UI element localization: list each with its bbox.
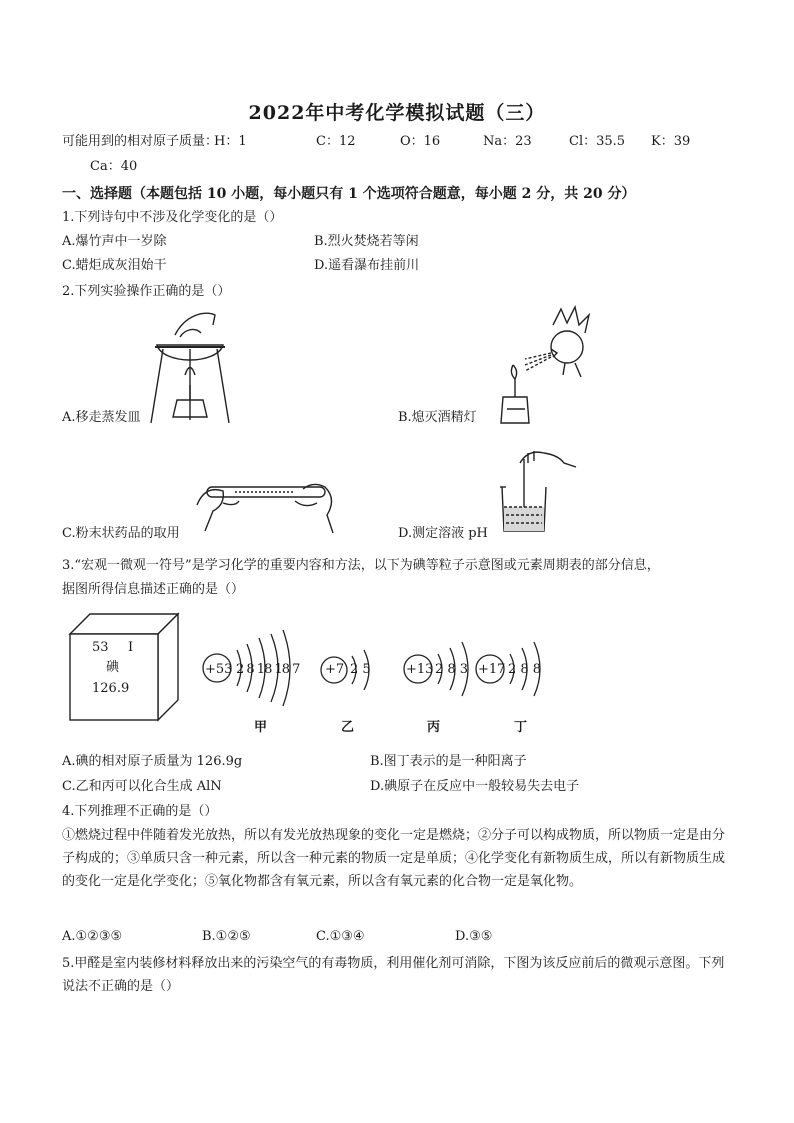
alcohol-lamp-blowing-illustration — [495, 305, 595, 430]
q4-option-d: D.③⑤ — [455, 929, 493, 944]
iodine-element-card — [66, 612, 181, 724]
q4-option-c: C.①③④ — [316, 929, 365, 944]
element-number: 53 — [92, 640, 109, 655]
q5-stem: 5.甲醛是室内装修材料释放出来的污染空气的有毒物质，利用催化剂可消除，下图为该反应前后的微观示意图。下列说法不正确的是（） — [62, 956, 725, 994]
q2-option-c: C.粉末状药品的取用 — [62, 526, 180, 541]
q2-option-d: D.测定溶液 pH — [398, 526, 488, 541]
shells-bing: 2 8 3 — [435, 662, 469, 677]
page-title: 2022年中考化学模拟试题（三） — [248, 102, 546, 124]
q3-stem-line2: 据图所得信息描述正确的是（） — [62, 582, 245, 597]
q4-stem: 4.下列推理不正确的是（） — [62, 804, 218, 819]
q2-stem: 2.下列实验操作正确的是（） — [62, 284, 231, 299]
q2-option-b: B.熄灭酒精灯 — [398, 410, 477, 425]
element-mass: 126.9 — [92, 681, 130, 696]
shells-yi: 2 5 — [350, 662, 371, 677]
ph-test-illustration — [498, 445, 578, 535]
atomic-mass-k: K：39 — [651, 134, 691, 149]
label-yi: 乙 — [341, 720, 355, 735]
q1-option-a: A.爆竹声中一岁除 — [62, 234, 167, 249]
atomic-mass-ca: Ca：40 — [90, 159, 138, 174]
q4-option-b: B.①②⑤ — [202, 929, 251, 944]
q3-option-b: B.图丁表示的是一种阳离子 — [370, 754, 527, 769]
q3-option-c: C.乙和丙可以化合生成 AlN — [62, 779, 222, 794]
atomic-mass-cl: Cl：35.5 — [569, 134, 626, 149]
nucleus-ding: +17 — [478, 662, 506, 677]
q1-option-c: C.蜡炬成灰泪始干 — [62, 258, 167, 273]
q2-option-a: A.移走蒸发皿 — [62, 410, 141, 425]
powder-sampling-illustration — [195, 475, 340, 535]
nucleus-jia: +53 — [205, 662, 233, 677]
q1-option-d: D.遥看瀑布挂前川 — [314, 258, 420, 273]
evaporating-dish-illustration — [145, 305, 235, 425]
section-heading: 一、选择题（本题包括 10 小题，每小题只有 1 个选项符合题意，每小题 2 分，共 20 分） — [62, 186, 636, 202]
atomic-mass-label: 可能用到的相对原子质量： — [62, 134, 219, 149]
label-ding: 丁 — [514, 720, 528, 735]
label-jia: 甲 — [254, 720, 268, 735]
q1-option-b: B.烈火焚烧若等闲 — [314, 234, 419, 249]
q3-option-a: A.碘的相对原子质量为 126.9g — [62, 754, 243, 769]
q4-option-a: A.①②③⑤ — [62, 929, 123, 944]
element-name: 碘 — [106, 660, 120, 675]
atomic-mass-o: O：16 — [400, 134, 441, 149]
element-symbol: I — [128, 640, 134, 655]
atomic-mass-h: H：1 — [214, 134, 247, 149]
q1-stem: 1.下列诗句中不涉及化学变化的是（） — [62, 210, 283, 225]
q3-option-d: D.碘原子在反应中一般较易失去电子 — [370, 779, 580, 794]
nucleus-yi: +7 — [325, 662, 345, 677]
q3-stem-line1: 3.“宏观一微观一符号”是学习化学的重要内容和方法，以下为碘等粒子示意图或元素周期表的部分信息， — [62, 558, 660, 573]
shells-ding: 2 8 8 — [508, 662, 542, 677]
atomic-mass-na: Na：23 — [483, 134, 532, 149]
nucleus-bing: +13 — [406, 662, 434, 677]
label-bing: 丙 — [427, 720, 441, 735]
shells-jia: 2 8 18 18 7 — [236, 662, 300, 677]
q4-body: ①燃烧过程中伴随着发光放热，所以有发光放热现象的变化一定是燃烧；②分子可以构成物质，所以物质一定是由分子构成的；③单质只含一种元素，所以含一种元素的物质一定是单质；④化学变化有新物质生成，所以有新物质生成的变化一定是化学变化；⑤氧化物都含有氧元素，所以含有氧元素的化合物一定是氧化物。 — [62, 828, 726, 889]
atomic-mass-c: C：12 — [316, 134, 356, 149]
